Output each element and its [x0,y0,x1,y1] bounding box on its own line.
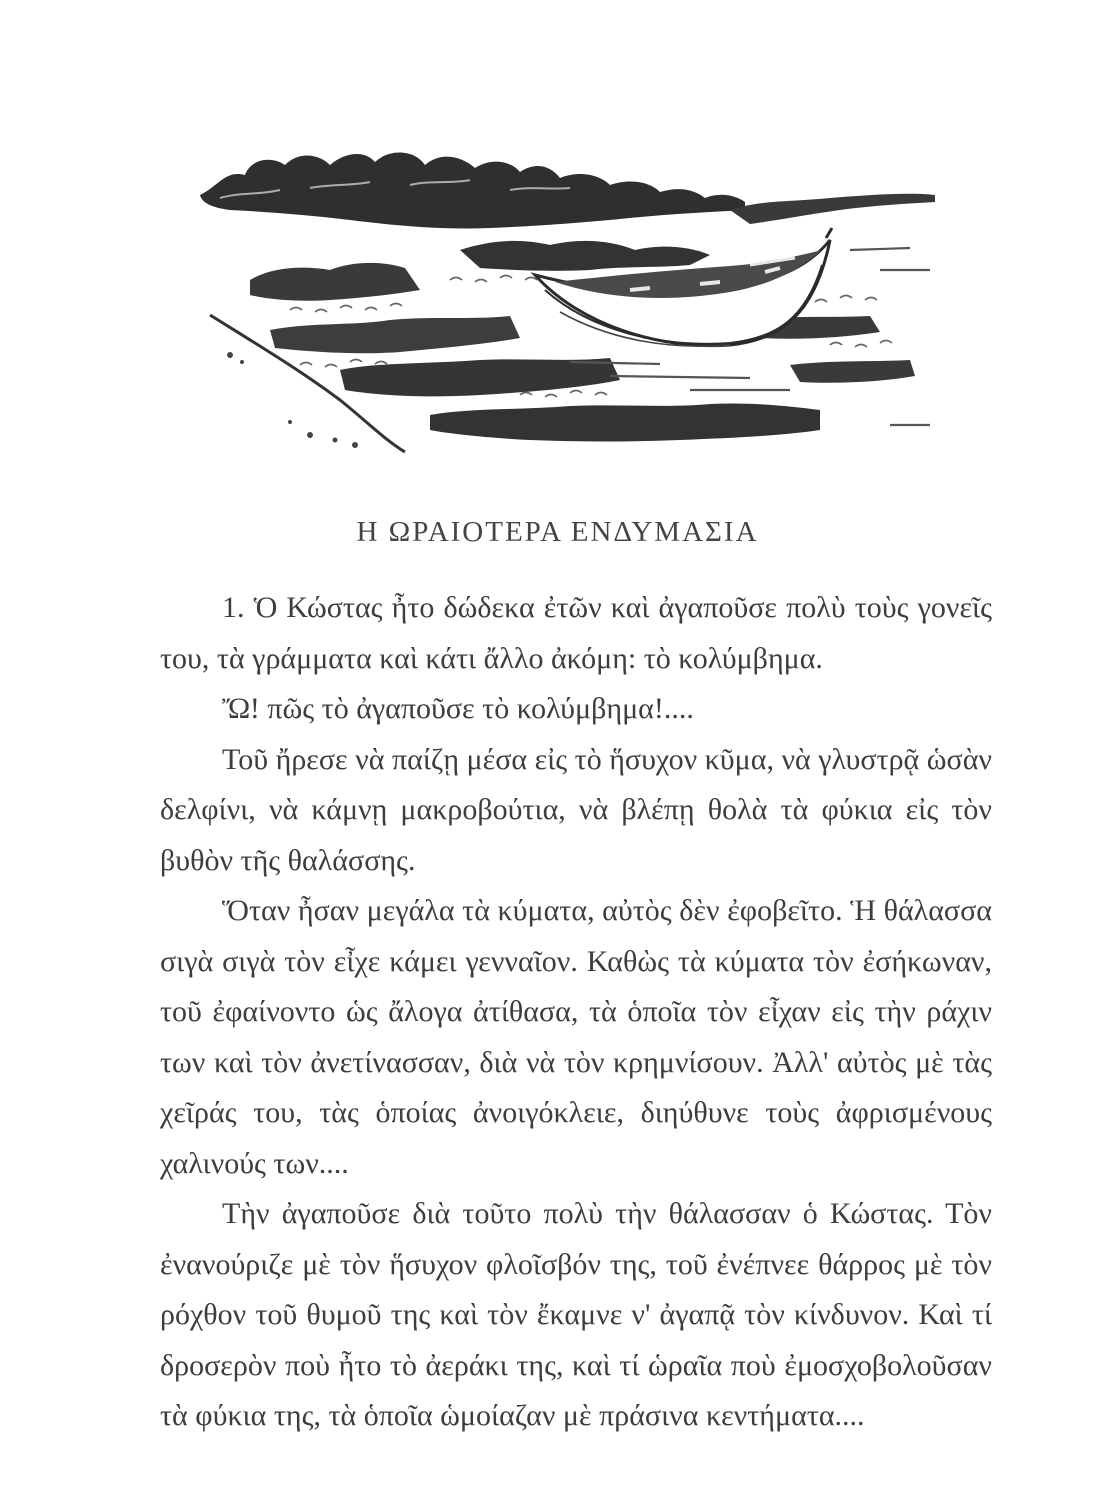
paragraph-1: 1. Ὁ Κώστας ἦτο δώδεκα ἐτῶν καὶ ἀγαποῦσε πολὺ τοὺς γονεῖς του, τὰ γράμματα καὶ κάτι ἄλλο ἀκόμη: τὸ κολύμβημα. [160,591,992,675]
boat-illustration [190,140,940,490]
body-text [160,583,992,1442]
paragraph-2: Ὤ! πῶς τὸ ἀγαποῦσε τὸ κολύμβημα!.... [222,692,694,725]
paragraph-5: Τὴν ἀγαποῦσε διὰ τοῦτο πολὺ τὴν θάλασσαν ὁ Κώστας. Τὸν ἐνανούριζε μὲ τὸν ἥσυχον φλοῖσβόν της, τοῦ ἐνέπνεε θάρρος μὲ τὸν ρόχθον τοῦ θυμοῦ της καὶ τὸν ἔκαμνε ν' ἀγαπᾷ τὸν κίνδυνον. Καὶ τί δροσερὸν ποὺ ἦτο τὸ ἀεράκι της, καὶ τί ὡραῖα ποὺ ἐμοσχοβολοῦσαν τὰ φύκια της, τὰ ὁποῖα ὡμοίαζαν μὲ πράσινα κεντήματα.... [160,1197,992,1432]
paragraph-4: Ὅταν ἦσαν μεγάλα τὰ κύματα, αὐτὸς δὲν ἐφοβεῖτο. Ἡ θάλασσα σιγὰ σιγὰ τὸν εἶχε κάμει γενναῖον. Καθὼς τὰ κύματα τὸν ἐσήκωναν, τοῦ ἐφαίνοντο ὡς ἄλογα ἀτίθασα, τὰ ὁποῖα τὸν εἶχαν εἰς τὴν ράχιν των καὶ τὸν ἀνετίνασσαν, διὰ νὰ τὸν κρημνίσουν. Ἀλλ' αὐτὸς μὲ τὰς χεῖράς του, τὰς ὁποίας ἀνοιγόκλειε, διηύθυνε τοὺς ἀφρισμένους χαλινούς των.... [160,894,992,1180]
paragraph-3: Τοῦ ἤρεσε νὰ παίζῃ μέσα εἰς τὸ ἥσυχον κῦμα, νὰ γλυστρᾷ ὡσὰν δελφίνι, νὰ κάμνῃ μακροβούτια, νὰ βλέπῃ θολὰ τὰ φύκια εἰς τὸν βυθὸν τῆς θαλάσσης. [160,742,992,877]
page-title: Η ΩΡΑΙΟΤΕΡΑ ΕΝΔΥΜΑΣΙΑ [356,516,759,548]
